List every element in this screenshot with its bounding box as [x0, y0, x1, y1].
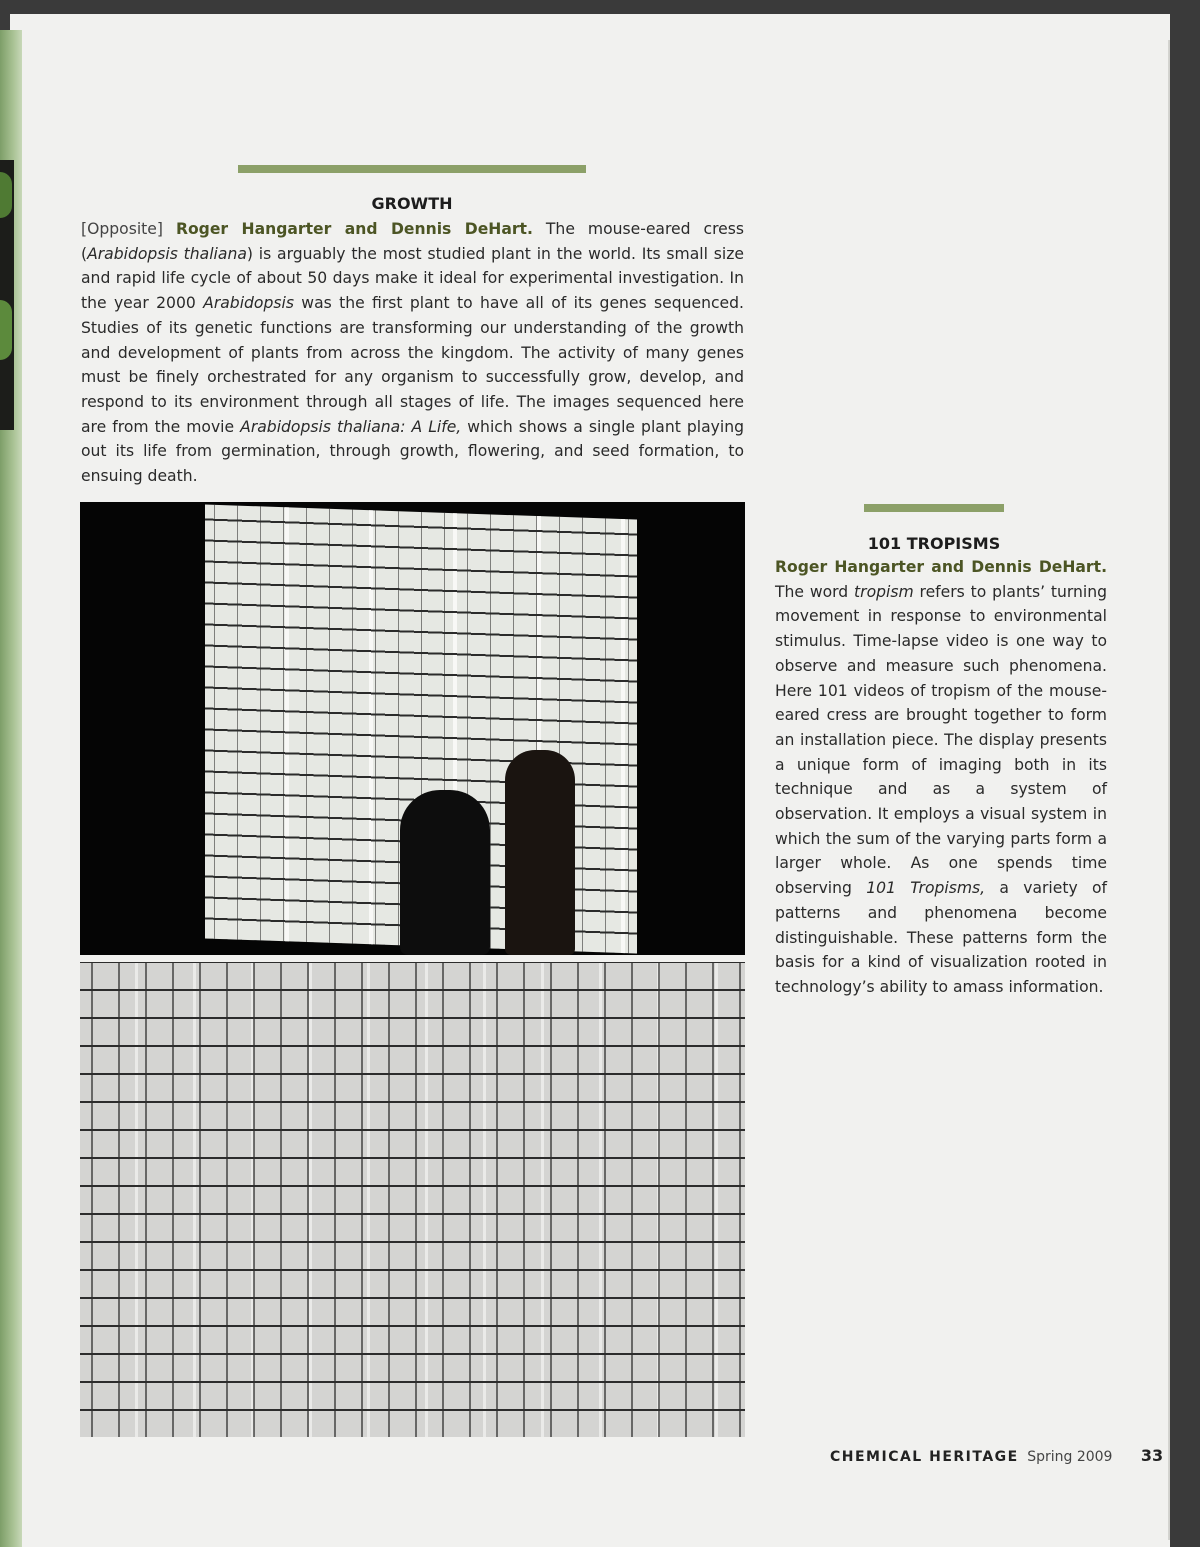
tropisms-text-2: refers to plants’ turning movement in response to environmental stimulus. Time-lapse video is one way to observe and measure such phenomena. Here 101 videos of tropism of the mouse-eared cress are brought together to form an installation piece. The display presents a unique form of imaging both in its technique and as a system of observation. It employs a visual system in which the sum of the varying parts form a larger whole. As one spends time observing [775, 582, 1108, 898]
growth-paragraph [81, 217, 744, 489]
viewer-silhouette [400, 790, 490, 955]
leaf-image-fragment [0, 300, 12, 360]
tropisms-term: tropism [854, 582, 914, 601]
growth-accent-rule [238, 165, 586, 173]
page-binding [1168, 40, 1170, 1540]
growth-text-1: The mouse-eared cress ( [81, 220, 745, 263]
tropisms-accent-rule [864, 504, 1004, 512]
growth-heading: GROWTH [371, 194, 453, 213]
page-number: 33 [1140, 1446, 1164, 1465]
growth-text-4: which shows a single plant playing out its life from germination, through growth, flowering, and seed formation, to ensuing death. [81, 417, 744, 486]
magazine-name: CHEMICAL HERITAGE [830, 1449, 1019, 1465]
issue-date: Spring 2009 [1027, 1449, 1113, 1465]
tropisms-heading: 101 TROPISMS [867, 534, 1001, 553]
page-footer [830, 1446, 1163, 1465]
growth-authors: Roger Hangarter and Dennis DeHart. [175, 220, 533, 238]
tropisms-authors: Roger Hangarter and Dennis DeHart. [775, 558, 1107, 576]
opposite-label: [Opposite] [81, 220, 163, 238]
growth-movie-title: Arabidopsis thaliana: A Life, [240, 417, 462, 436]
viewer-silhouette [505, 750, 575, 955]
tropisms-work-title: 101 Tropisms, [866, 879, 986, 898]
growth-text-3: was the first plant to have all of its genes sequenced. Studies of its genetic functions are transforming our understanding of the growth and development of plants from across the kingdom. The activity of many genes must be finely orchestrated for any organism to successfully grow, develop, and respond to its environment through all stages of life. The images sequenced here are from the movie [81, 294, 745, 436]
tropisms-grid-photo [80, 962, 745, 1437]
growth-scientific-name: Arabidopsis thaliana [87, 244, 247, 263]
leaf-image-fragment [0, 172, 12, 218]
growth-text-2: ) is arguably the most studied plant in the world. Its small size and rapid life cycle of about 50 days make it ideal for experimental investigation. In the year 2000 [81, 244, 744, 313]
growth-genus: Arabidopsis [203, 294, 294, 313]
tropisms-text-3: a variety of patterns and phenomena become distinguishable. These patterns form the basis for a kind of visualization rooted in technology’s ability to amass information. [775, 879, 1107, 996]
tropisms-text-1: The word [775, 582, 855, 601]
tropisms-paragraph [775, 555, 1107, 1000]
